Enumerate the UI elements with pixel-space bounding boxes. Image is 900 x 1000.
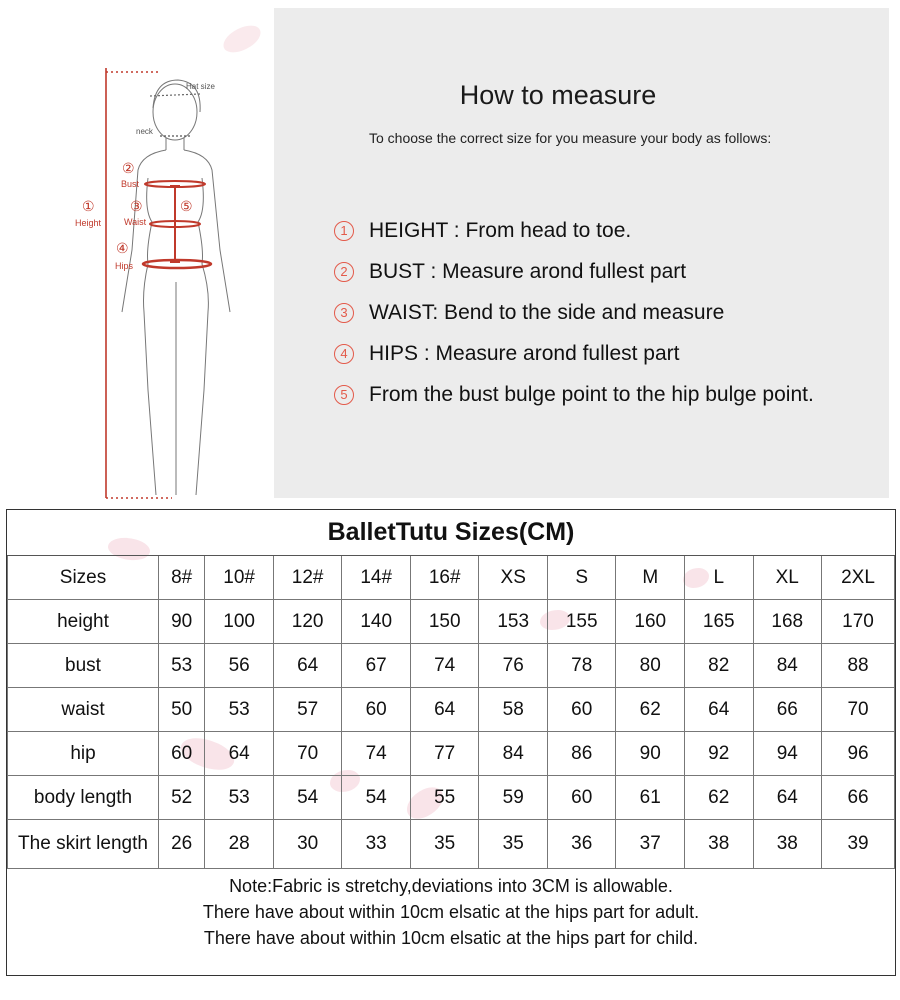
- table-title: BalletTutu Sizes(CM): [8, 510, 895, 556]
- table-cell: 74: [410, 644, 479, 688]
- header-cell: 16#: [410, 556, 479, 600]
- table-cell: 90: [159, 600, 205, 644]
- body-outline-illustration: [60, 50, 260, 510]
- table-row: [8, 820, 895, 869]
- note-line: There have about within 10cm elsatic at the hips part for child.: [203, 928, 699, 948]
- table-cell: 33: [342, 820, 411, 869]
- step-text: WAIST: Bend to the side and measure: [369, 300, 725, 324]
- table-cell: 54: [273, 776, 342, 820]
- table-cell: 39: [822, 820, 895, 869]
- header-cell: 2XL: [822, 556, 895, 600]
- table-cell: 153: [479, 600, 548, 644]
- table-cell: 56: [205, 644, 274, 688]
- table-cell: 52: [159, 776, 205, 820]
- table-cell: 64: [684, 688, 753, 732]
- table-row: [8, 688, 895, 732]
- step-text: From the bust bulge point to the hip bulge point.: [369, 382, 814, 406]
- step-item: [334, 251, 814, 292]
- table-cell: 84: [479, 732, 548, 776]
- table-cell: 55: [410, 776, 479, 820]
- table-cell: 53: [159, 644, 205, 688]
- table-cell: 60: [547, 688, 616, 732]
- step-item: [334, 333, 814, 374]
- table-cell: 120: [273, 600, 342, 644]
- size-table-grid: [7, 510, 895, 952]
- table-cell: 100: [205, 600, 274, 644]
- notes-cell: [8, 869, 895, 953]
- row-label: height: [8, 600, 159, 644]
- step-number-icon: 5: [334, 385, 354, 405]
- table-cell: 37: [616, 820, 685, 869]
- step-item: [334, 374, 814, 415]
- table-cell: 30: [273, 820, 342, 869]
- table-row: [8, 644, 895, 688]
- table-cell: 50: [159, 688, 205, 732]
- header-cell: XL: [753, 556, 822, 600]
- table-cell: 168: [753, 600, 822, 644]
- step-item: [334, 210, 814, 251]
- table-row: [8, 776, 895, 820]
- step-number-icon: 4: [334, 344, 354, 364]
- table-cell: 70: [822, 688, 895, 732]
- waist-number-label: ③: [130, 198, 143, 214]
- table-cell: 67: [342, 644, 411, 688]
- table-cell: 38: [684, 820, 753, 869]
- table-cell: 64: [410, 688, 479, 732]
- table-cell: 64: [205, 732, 274, 776]
- table-cell: 74: [342, 732, 411, 776]
- table-cell: 94: [753, 732, 822, 776]
- hips-label: Hips: [115, 261, 134, 271]
- notes-row: [8, 869, 895, 953]
- height-label: Height: [75, 218, 102, 228]
- table-cell: 60: [342, 688, 411, 732]
- table-cell: 88: [822, 644, 895, 688]
- how-to-measure-panel: [274, 8, 889, 498]
- step-text: BUST : Measure arond fullest part: [369, 259, 687, 283]
- table-cell: 66: [753, 688, 822, 732]
- table-cell: 54: [342, 776, 411, 820]
- header-cell: 10#: [205, 556, 274, 600]
- header-cell: M: [616, 556, 685, 600]
- header-cell: 8#: [159, 556, 205, 600]
- measure-steps-list: [334, 210, 814, 415]
- step-number-icon: 2: [334, 262, 354, 282]
- table-cell: 170: [822, 600, 895, 644]
- table-cell: 58: [479, 688, 548, 732]
- row-label: hip: [8, 732, 159, 776]
- table-cell: 92: [684, 732, 753, 776]
- size-chart-table: [6, 509, 896, 976]
- table-row: [8, 600, 895, 644]
- table-cell: 59: [479, 776, 548, 820]
- header-cell: 12#: [273, 556, 342, 600]
- table-cell: 78: [547, 644, 616, 688]
- table-cell: 84: [753, 644, 822, 688]
- table-cell: 62: [684, 776, 753, 820]
- table-cell: 76: [479, 644, 548, 688]
- bust-label: Bust: [121, 179, 140, 189]
- step-number-icon: 3: [334, 303, 354, 323]
- hat-size-label: Hat size: [186, 82, 215, 91]
- table-cell: 80: [616, 644, 685, 688]
- step-text: HEIGHT : From head to toe.: [369, 218, 632, 242]
- body-measurement-figure: [60, 50, 260, 510]
- table-cell: 35: [479, 820, 548, 869]
- table-cell: 86: [547, 732, 616, 776]
- table-cell: 64: [273, 644, 342, 688]
- table-cell: 60: [159, 732, 205, 776]
- height-number-label: ①: [82, 198, 95, 214]
- table-cell: 77: [410, 732, 479, 776]
- note-line: Note:Fabric is stretchy,deviations into 3CM is allowable.: [229, 876, 673, 896]
- row-label: body length: [8, 776, 159, 820]
- row-label: The skirt length: [8, 820, 159, 869]
- panel-subtitle: To choose the correct size for you measure your body as follows:: [369, 130, 772, 146]
- step-item: [334, 292, 814, 333]
- table-cell: 90: [616, 732, 685, 776]
- table-body: [8, 600, 895, 869]
- table-cell: 38: [753, 820, 822, 869]
- row-label: bust: [8, 644, 159, 688]
- row-label: waist: [8, 688, 159, 732]
- bust-number-label: ②: [122, 160, 135, 176]
- header-cell: L: [684, 556, 753, 600]
- table-cell: 53: [205, 776, 274, 820]
- torso-number-label: ⑤: [180, 198, 193, 214]
- table-cell: 57: [273, 688, 342, 732]
- table-cell: 60: [547, 776, 616, 820]
- table-cell: 66: [822, 776, 895, 820]
- header-cell: S: [547, 556, 616, 600]
- table-cell: 82: [684, 644, 753, 688]
- table-cell: 28: [205, 820, 274, 869]
- panel-title: How to measure: [459, 80, 657, 110]
- table-cell: 165: [684, 600, 753, 644]
- step-text: HIPS : Measure arond fullest part: [369, 341, 680, 365]
- neck-label: neck: [136, 127, 153, 136]
- waist-label: Waist: [124, 217, 147, 227]
- table-cell: 53: [205, 688, 274, 732]
- header-cell: XS: [479, 556, 548, 600]
- table-cell: 26: [159, 820, 205, 869]
- step-number-icon: 1: [334, 221, 354, 241]
- table-cell: 96: [822, 732, 895, 776]
- table-cell: 160: [616, 600, 685, 644]
- table-cell: 36: [547, 820, 616, 869]
- table-cell: 64: [753, 776, 822, 820]
- table-caption-row: [8, 510, 895, 556]
- table-cell: 61: [616, 776, 685, 820]
- table-cell: 150: [410, 600, 479, 644]
- table-cell: 140: [342, 600, 411, 644]
- hips-number-label: ④: [116, 240, 129, 256]
- table-cell: 155: [547, 600, 616, 644]
- header-cell: Sizes: [8, 556, 159, 600]
- header-cell: 14#: [342, 556, 411, 600]
- table-cell: 70: [273, 732, 342, 776]
- table-header-row: [8, 556, 895, 600]
- table-cell: 62: [616, 688, 685, 732]
- table-cell: 35: [410, 820, 479, 869]
- note-line: There have about within 10cm elsatic at the hips part for adult.: [202, 902, 700, 922]
- table-row: [8, 732, 895, 776]
